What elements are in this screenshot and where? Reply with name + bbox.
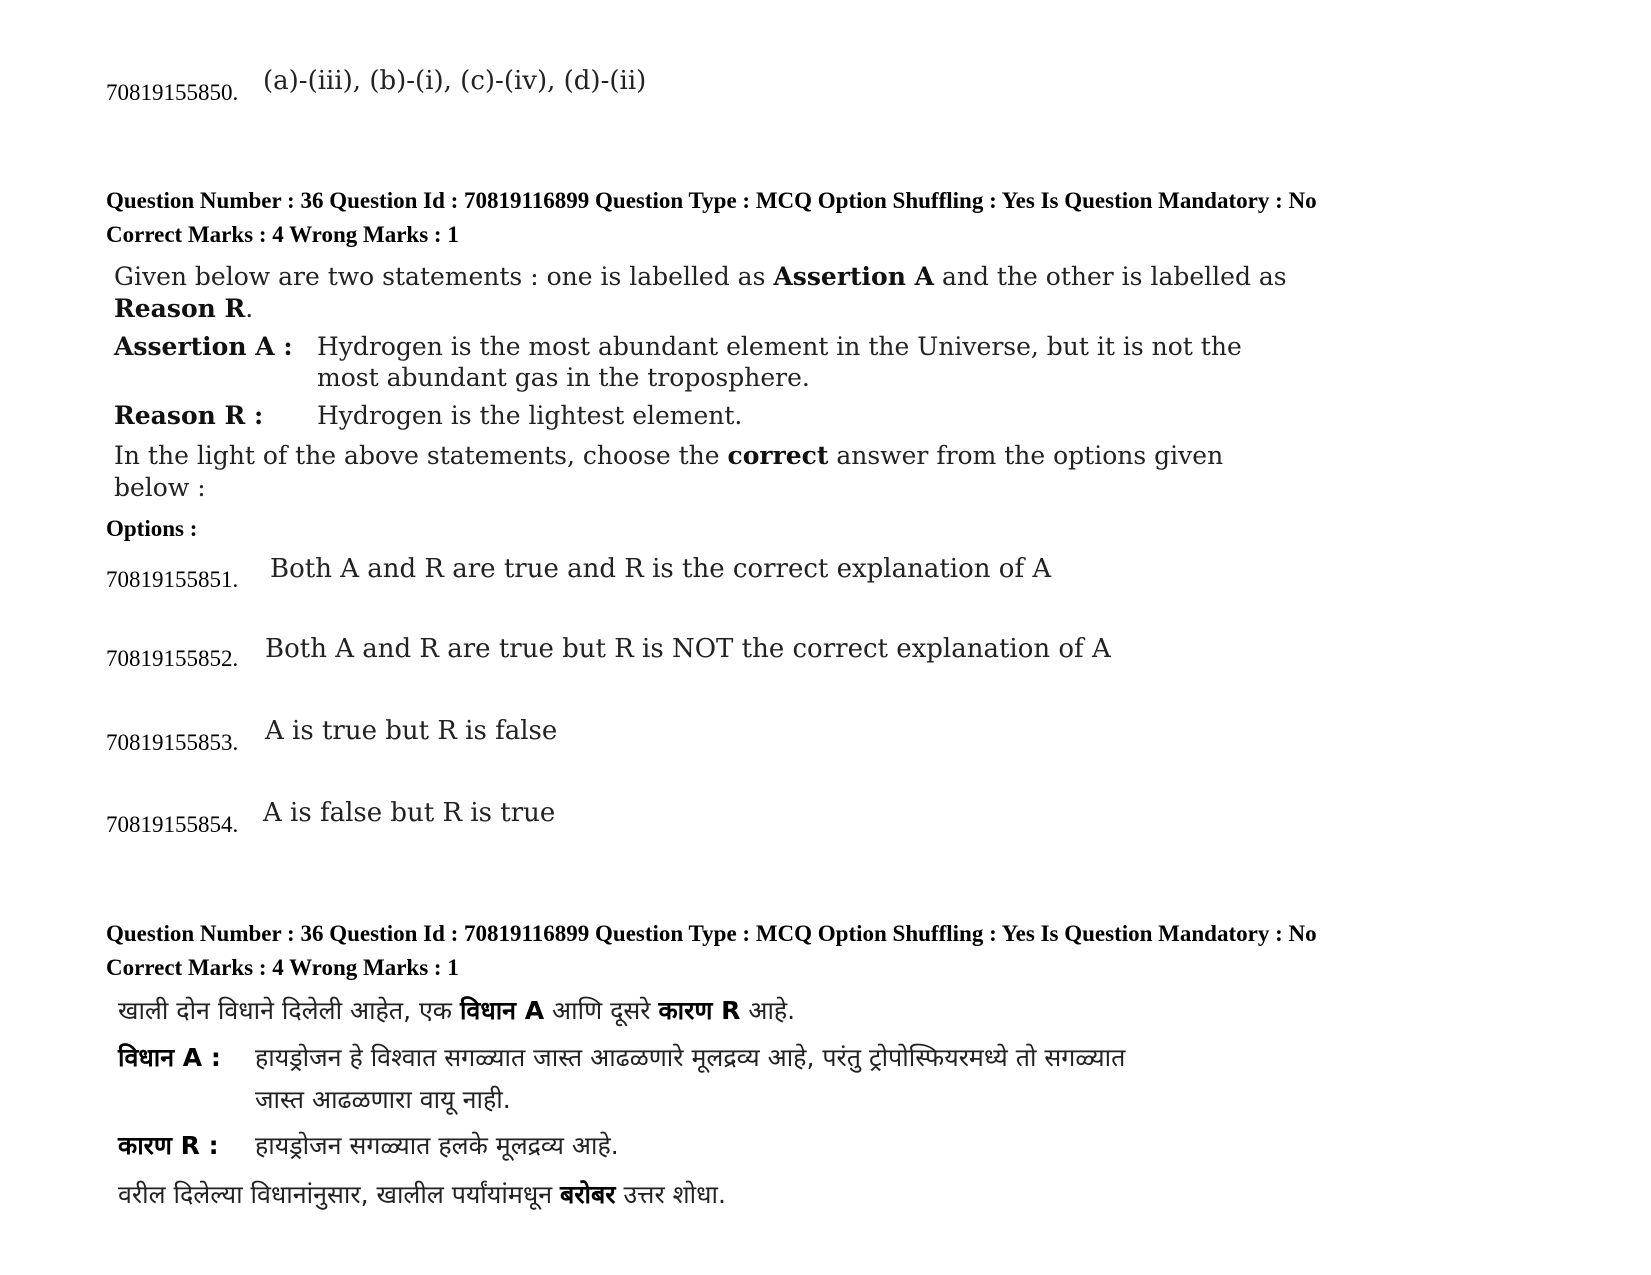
reason-label-en: Reason R : (114, 401, 264, 430)
choose-instruction-en: In the light of the above statements, choose the correct answer from the options given (114, 441, 1224, 470)
question-intro-mr: खाली दोन विधाने दिलेली आहेत, एक विधान A आणि दूसरे कारण R आहे. (118, 996, 796, 1025)
question-intro-en-line2 (114, 294, 253, 323)
assertion-text-en-line2: most abundant gas in the troposphere. (317, 363, 810, 392)
intro-assertion: Assertion A (773, 262, 934, 291)
option-text-2: Both A and R are true but R is NOT the correct explanation of A (265, 634, 1111, 664)
reason-label-mr: कारण R : (118, 1131, 219, 1160)
option-text-prev: (a)-(iii), (b)-(i), (c)-(iv), (d)-(ii) (263, 66, 647, 96)
assertion-label-mr: विधान A : (118, 1043, 221, 1072)
intro-end: . (245, 294, 254, 323)
assertion-text-mr-line2: जास्त आढळणारा वायू नाही. (255, 1085, 511, 1114)
intro-prefix: Given below are two statements : one is labelled as (114, 262, 774, 291)
reason-text-mr: हायड्रोजन सगळ्यात हलके मूलद्रव्य आहे. (255, 1131, 619, 1160)
option-id-3: 70819155853. (106, 730, 239, 755)
option-text-4: A is false but R is true (263, 798, 556, 828)
question-header-en: Question Number : 36 Question Id : 70819116899 Question Type : MCQ Option Shuffling : Yes Is Question Mandatory : No (106, 188, 1317, 213)
reason-text-en: Hydrogen is the lightest element. (317, 401, 743, 430)
options-label: Options : (106, 516, 198, 541)
question-header-mr: Question Number : 36 Question Id : 70819116899 Question Type : MCQ Option Shuffling : Yes Is Question Mandatory : No (106, 921, 1317, 946)
choose-instruction-en-line2: below : (114, 473, 206, 502)
assertion-label-en: Assertion A : (114, 332, 293, 361)
option-text-3: A is true but R is false (265, 716, 558, 746)
assertion-text-mr-line1: हायड्रोजन हे विश्वात सगळ्यात जास्त आढळणारे मूलद्रव्य आहे, परंतु ट्रोपोस्फियरमध्ये तो सगळ्यात (255, 1043, 1126, 1072)
assertion-text-en-line1: Hydrogen is the most abundant element in the Universe, but it is not the (317, 332, 1242, 361)
option-id-prev: 70819155850. (106, 80, 239, 105)
option-id-4: 70819155854. (106, 812, 239, 837)
question-marks-en: Correct Marks : 4 Wrong Marks : 1 (106, 222, 459, 247)
option-text-1: Both A and R are true and R is the correct explanation of A (270, 554, 1052, 584)
option-id-1: 70819155851. (106, 567, 239, 592)
option-id-2: 70819155852. (106, 646, 239, 671)
intro-reason: Reason R (114, 294, 246, 323)
choose-instruction-mr: वरील दिलेल्या विधानांनुसार, खालील पर्यांयांमधून बरोबर उत्तर शोधा. (118, 1180, 726, 1209)
question-marks-mr: Correct Marks : 4 Wrong Marks : 1 (106, 955, 459, 980)
question-intro-en (114, 262, 1287, 291)
intro-mid: and the other is labelled as (934, 262, 1287, 291)
